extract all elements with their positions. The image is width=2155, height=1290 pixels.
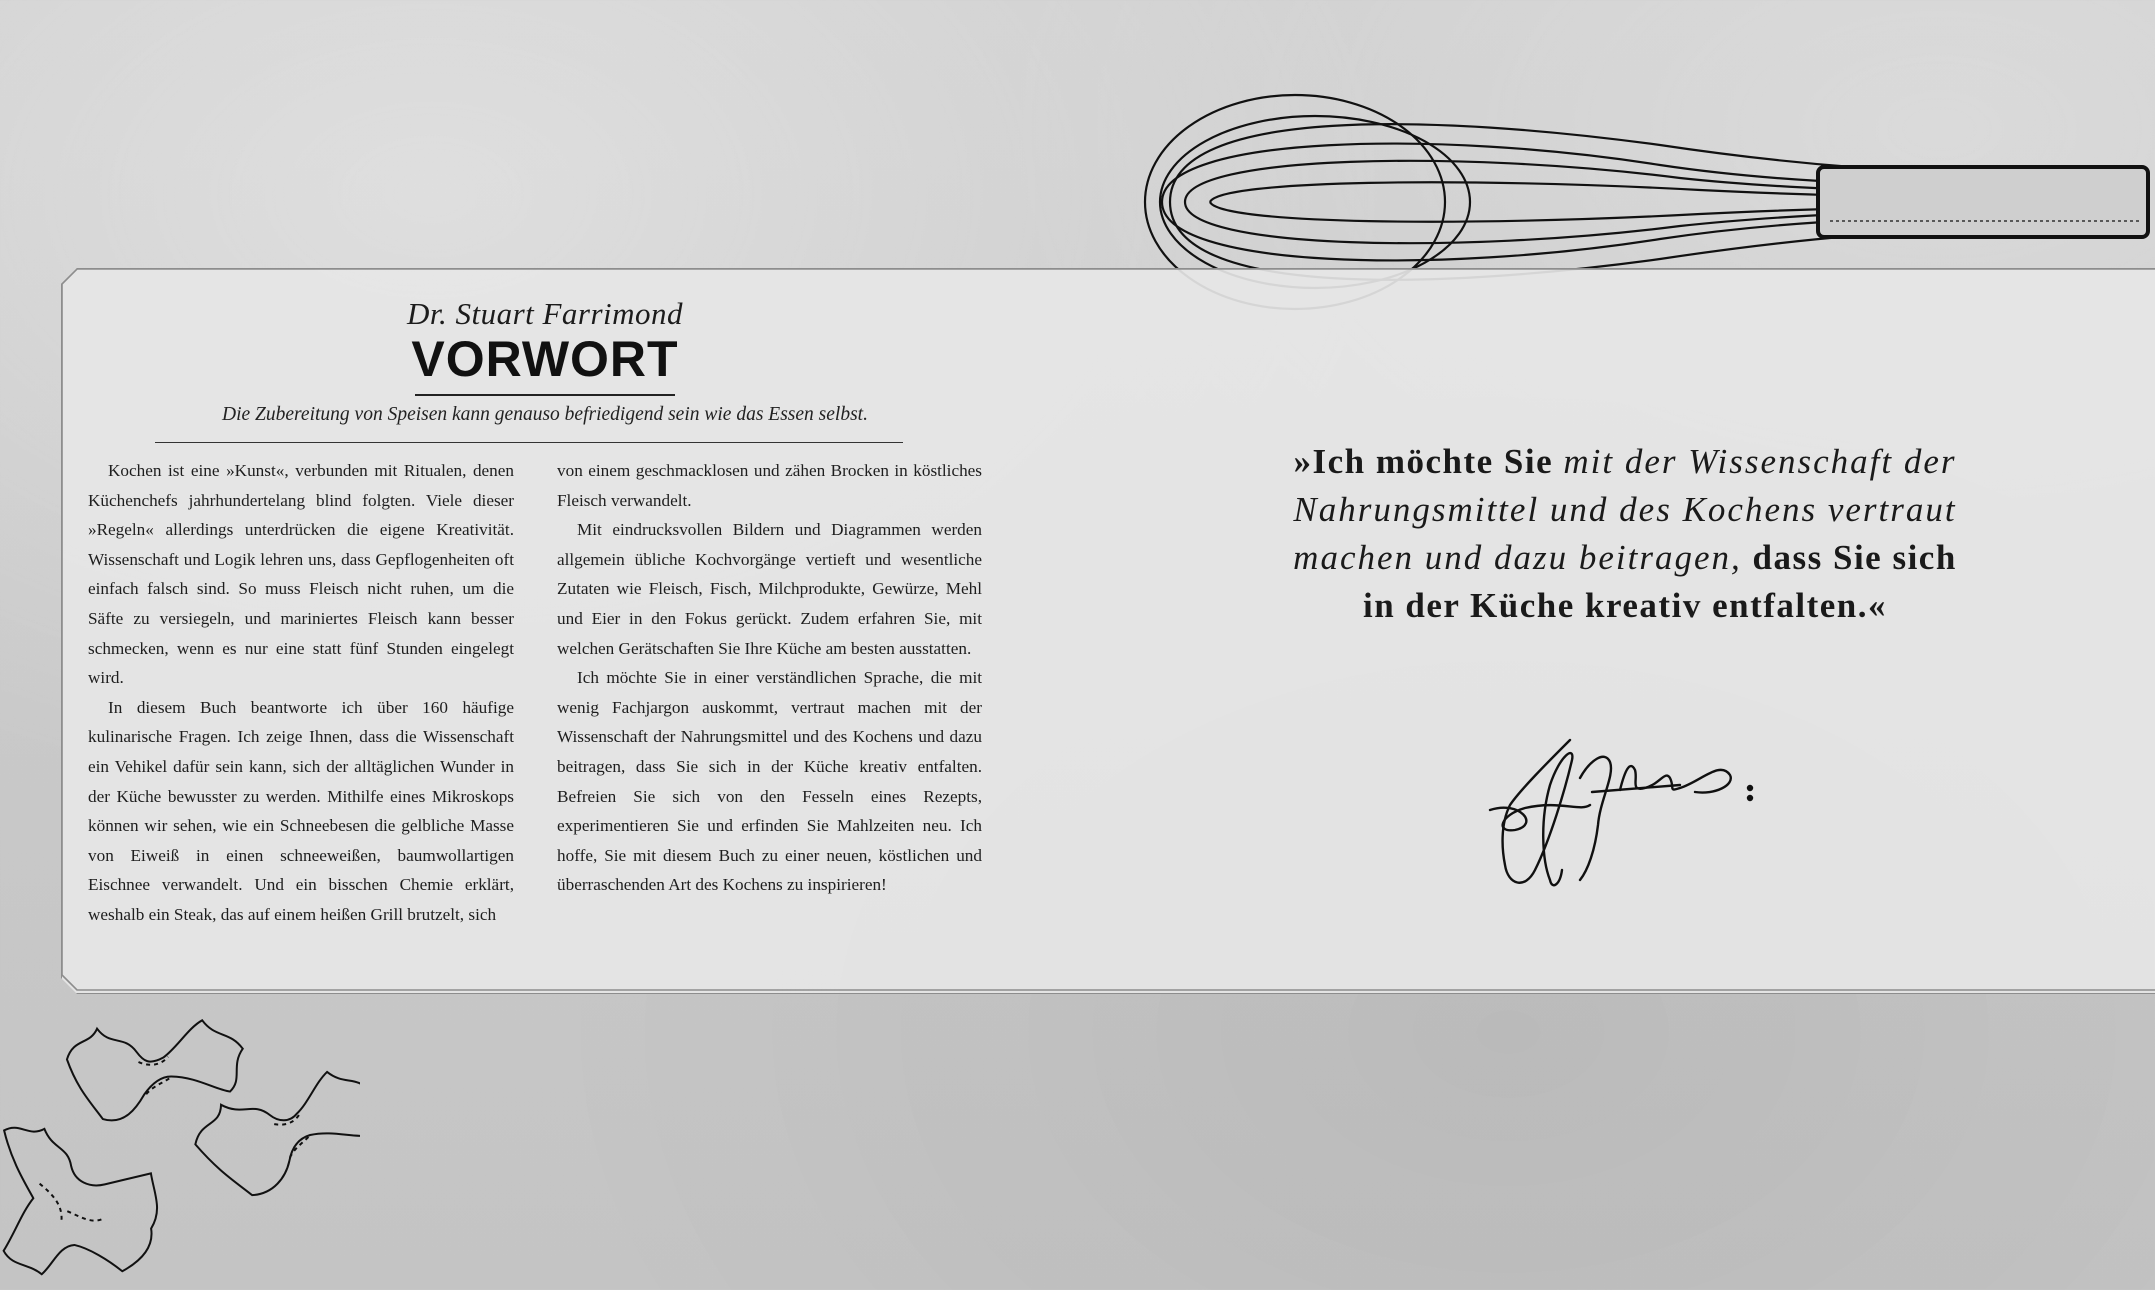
author-name: Dr. Stuart Farrimond: [406, 296, 684, 331]
farfalle-pasta-icon: [0, 1010, 360, 1290]
quote-part: mit der Wissenschaft der Nahrungsmittel und des Kochens vertraut machen und dazu beitragen,: [1293, 442, 1957, 577]
paragraph: Kochen ist eine »Kunst«, verbunden mit Ritualen, denen Küchenchefs jahrhundertelang blind folgten. Viele dieser »Regeln« allerdings unterdrücken die eigene Kreativität. Wissenschaft und Logik lehren uns, dass Gepflogenheiten oft einfach falsch sind. So muss Fleisch nicht ruhen, um die Säfte zu versiegeln, und mariniertes Fleisch kann besser schmecken, wenn es nur eine statt fünf Stunden eingelegt wird.: [88, 461, 514, 688]
text-column-1: [88, 456, 514, 930]
paragraph: Ich möchte Sie in einer verständlichen Sprache, die mit wenig Fachjargon auskommt, vertraut machen mit der Wissenschaft der Nahrungsmittel und des Kochens und dazu beitragen, dass Sie sich in der Küche kreativ entfalten. Befreien Sie sich von den Fesseln eines Rezepts, experimentieren Sie und erfinden Sie Mahlzeiten neu. Ich hoffe, Sie mit diesem Buch zu einer neuen, köstlichen und überraschenden Art des Kochens zu inspirieren!: [557, 668, 982, 895]
title-underline: [415, 394, 675, 396]
quote-part: dass Sie sich in der Küche kreativ entfalten.«: [1362, 538, 1957, 625]
paragraph: von einem geschmacklosen und zähen Brocken in köstliches Fleisch verwandelt.: [557, 461, 982, 510]
paragraph: In diesem Buch beantworte ich über 160 häufige kulinarische Fragen. Ich zeige Ihnen, dass die Wissenschaft ein Vehikel dafür sein kann, sich der alltäglichen Wunder in der Küche bewusster zu werden. Mithilfe eines Mikroskops können wir sehen, wie ein Schneebesen die gelbliche Masse von Eiweiß in einen schneeweißen, baumwollartigen Eischnee verwandelt. Und ein bisschen Chemie erklärt, weshalb ein Steak, das auf einem heißen Grill brutzelt, sich: [88, 697, 514, 924]
subtitle-underline: [155, 442, 903, 443]
paragraph: Mit eindrucksvollen Bildern und Diagrammen werden allgemein übliche Kochvorgänge vertieft und wesentliche Zutaten wie Fleisch, Fisch, Milchprodukte, Gewürze, Mehl und Eier in den Fokus gerückt. Zudem erfahren Sie, mit welchen Gerätschaften Sie Ihre Küche am besten ausstatten.: [557, 520, 982, 658]
subtitle: Die Zubereitung von Speisen kann genauso befriedigend sein wie das Essen selbst.: [222, 404, 868, 425]
text-column-2: [557, 456, 982, 900]
pull-quote: [1290, 438, 1960, 630]
quote-part: »Ich möchte Sie: [1293, 442, 1564, 481]
page-title: VORWORT: [411, 331, 679, 387]
signature: [1480, 730, 1760, 900]
